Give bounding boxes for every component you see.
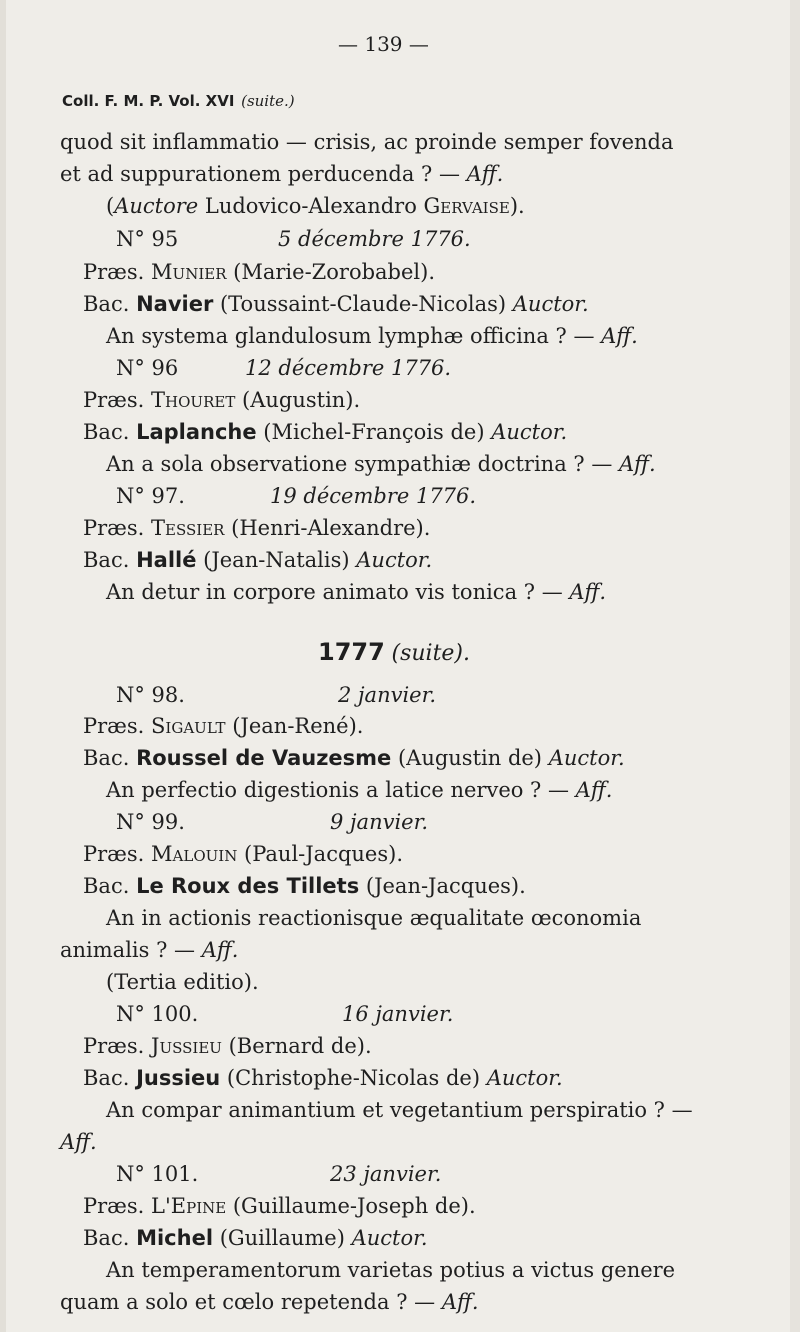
bac-given-name: (Jean-Jacques). [359,874,526,898]
entry-date: 23 janvier. [330,1162,442,1186]
praes-label: Præs. [83,1194,152,1218]
aff-label: Aff. [441,1290,479,1314]
praes-label: Præs. [83,842,152,866]
praes-label: Præs. [83,714,152,738]
praes-given-name: (Bernard de). [221,1034,372,1058]
praes-given-name: (Paul-Jacques). [237,842,403,866]
entry-question-cont [60,1290,479,1314]
intro-line-2 [60,162,503,186]
entry-question [106,778,612,802]
praes-given-name: (Jean-René). [225,714,364,738]
entry-number: N° 99. [116,810,185,834]
bac-label: Bac. [83,1066,137,1090]
entry-number: N° 97. [116,484,185,508]
entry-date: 5 décembre 1776. [278,227,471,251]
paren-close: ). [509,194,525,218]
praes-surname: Tessier [151,516,225,540]
question-text: An detur in corpore animato vis tonica ? — [106,580,570,604]
auctor-label: Auctor. [491,420,568,444]
auctor-label: Auctor. [512,292,589,316]
year-number: 1777 [318,638,385,666]
praes-label: Præs. [83,1034,152,1058]
bac-surname: Navier [136,292,214,316]
entry-question [106,324,638,348]
year-suite: (suite). [391,641,470,666]
entry-bac [83,420,567,444]
bac-given-name: (Guillaume) [213,1226,352,1250]
entry-question [106,580,606,604]
entry-bac [83,292,589,316]
praes-given-name: (Guillaume-Joseph de). [226,1194,476,1218]
entry-question: An in actionis reactionisque æqualitate œconomia [106,906,642,930]
entry-date: 12 décembre 1776. [245,356,452,380]
praes-given-name: (Marie-Zorobabel). [226,260,436,284]
bac-label: Bac. [83,548,137,572]
entry-praes [83,388,360,412]
bac-given-name: (Christophe-Nicolas de) [220,1066,487,1090]
bac-label: Bac. [83,1226,137,1250]
aff-label: Aff. [201,938,239,962]
praes-label: Præs. [83,516,152,540]
aff-label: Aff. [575,778,613,802]
praes-surname: Malouin [151,842,238,866]
question-text: animalis ? — [60,938,202,962]
bac-label: Bac. [83,746,137,770]
auctor-label: Auctor. [356,548,433,572]
entry-question: An temperamentorum varietas potius a victus genere [106,1258,676,1282]
entry-bac [83,874,526,898]
entry-number: N° 95 [116,227,179,251]
auctore-given-name: Ludovico-Alexandro [198,194,424,218]
bac-surname: Michel [136,1226,214,1250]
entry-date: 9 janvier. [330,810,429,834]
entry-bac [83,746,625,770]
aff-label: Aff. [569,580,607,604]
aff-label: Aff. [601,324,638,348]
bac-surname: Hallé [136,548,197,572]
entry-praes [83,842,403,866]
entry-praes [83,1194,476,1218]
entry-question: An compar animantium et vegetantium perspiratio ? — [106,1098,693,1122]
auctor-label: Auctor. [486,1066,563,1090]
praes-label: Præs. [83,388,152,412]
question-text: An perfectio digestionis a latice nerveo ? — [106,778,576,802]
bac-surname: Le Roux des Tillets [136,874,360,898]
question-text: quam a solo et cœlo repetenda ? — [60,1290,442,1314]
bac-surname: Jussieu [136,1066,221,1090]
entry-bac [83,548,432,572]
bac-surname: Laplanche [136,420,257,444]
bac-given-name: (Augustin de) [391,746,549,770]
entry-edition-note: (Tertia editio). [106,970,259,994]
running-head-suite: (suite.) [241,92,295,110]
auctor-label: Auctor. [351,1226,428,1250]
entry-date: 2 janvier. [338,683,437,707]
bac-given-name: (Jean-Natalis) [196,548,357,572]
entry-question-cont [60,1130,97,1154]
entry-praes [83,516,430,540]
bac-label: Bac. [83,874,137,898]
running-head [62,87,295,113]
aff-label: Aff. [619,452,656,476]
intro-line-2-text: et ad suppurationem perducenda ? — [60,162,467,186]
page-left-edge [0,0,6,1332]
entry-question [106,452,656,476]
intro-aff: Aff. [466,162,504,186]
entry-date: 16 janvier. [342,1002,454,1026]
bac-label: Bac. [83,420,137,444]
bac-given-name: (Michel-François de) [256,420,492,444]
entry-praes [83,714,363,738]
auctor-label: Auctor. [548,746,625,770]
entry-number: N° 98. [116,683,185,707]
entry-number: N° 96 [116,356,179,380]
entry-praes [83,1034,372,1058]
running-head-collection: Coll. F. M. P. Vol. XVI [62,92,235,110]
question-text: An systema glandulosum lymphæ officina ? — [106,324,602,348]
praes-label: Præs. [83,260,152,284]
page-right-edge [790,0,800,1332]
aff-label: Aff. [60,1130,97,1154]
bac-surname: Roussel de Vauzesme [136,746,392,770]
praes-surname: L'Epine [151,1194,227,1218]
question-text: An a sola observatione sympathiæ doctrina ? — [106,452,620,476]
bac-given-name: (Toussaint-Claude-Nicolas) [213,292,513,316]
auctore-surname: Gervaise [423,194,510,218]
praes-given-name: (Augustin). [235,388,361,412]
bac-label: Bac. [83,292,137,316]
entry-question-cont [60,938,238,962]
entry-praes [83,260,435,284]
intro-line-1: quod sit inflammatio — crisis, ac proinde semper fovenda [60,130,674,154]
paren-open: ( [106,194,115,218]
praes-surname: Jussieu [151,1034,222,1058]
entry-date: 19 décembre 1776. [270,484,477,508]
praes-given-name: (Henri-Alexandre). [224,516,431,540]
intro-line-3 [106,194,525,218]
praes-surname: Thouret [151,388,236,412]
year-heading [318,640,470,666]
auctore-label: Auctore [114,194,199,218]
entry-number: N° 100. [116,1002,199,1026]
entry-number: N° 101. [116,1162,199,1186]
praes-surname: Munier [151,260,227,284]
entry-bac [83,1066,563,1090]
page-number: — 139 — [338,32,429,56]
entry-bac [83,1226,428,1250]
praes-surname: Sigault [151,714,226,738]
